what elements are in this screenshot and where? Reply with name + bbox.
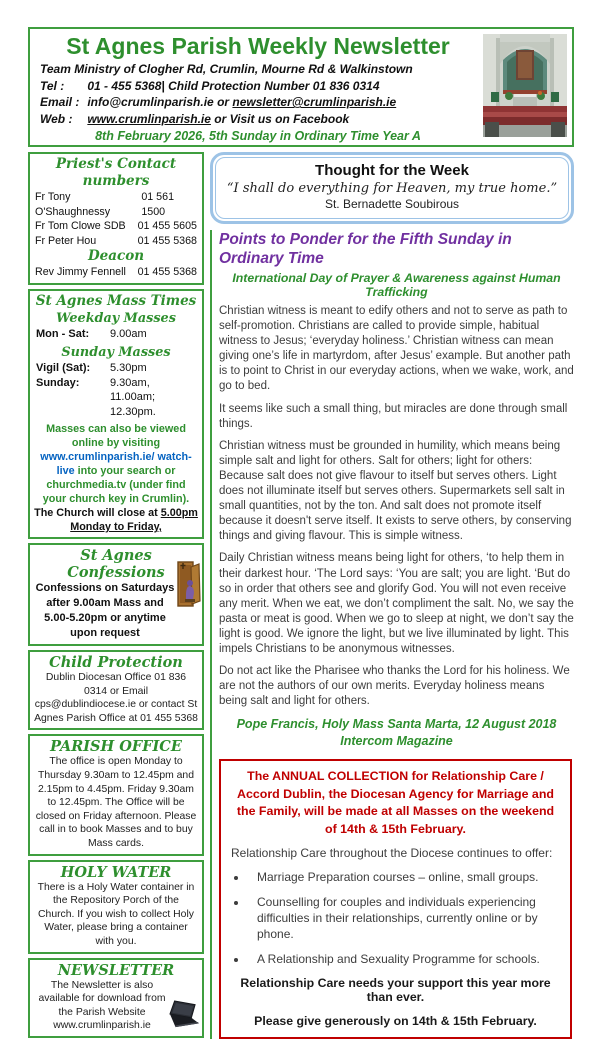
online-note-post: into your search or churchmedia.tv (under find your church key in Crumlin). <box>42 465 190 505</box>
laptop-icon <box>166 1000 200 1028</box>
close-note-times: 5.00pm Monday to Friday, <box>70 507 198 533</box>
close-note-pre: The Church will close at <box>34 507 161 519</box>
email-line <box>40 94 476 111</box>
priest-row <box>34 234 198 249</box>
tel-line <box>40 78 476 95</box>
newsletter-text: The Newsletter is also available for download from the Parish Website www.crumlinparish.ie <box>38 979 166 1032</box>
priest-phone: 01 455 5368 <box>137 234 197 247</box>
confessional-icon <box>177 561 201 607</box>
mass-times-heading: St Agnes Mass Times <box>35 292 197 309</box>
give-generously-line: Please give generously on 14th & 15th February. <box>254 1014 537 1029</box>
content-columns <box>28 152 574 1042</box>
mass-times-box <box>28 289 204 540</box>
deacon-phone: 01 455 5368 <box>137 266 197 278</box>
ponder-paragraph: Christian witness must be grounded in humility, which means being simple salt and light for others. Salt for others; light for others: Because salt does not give flavour to itself but serves others. Light does not illuminate itself but serves others. Supermarkets sell salt in small quantities, not by the ton. And salt does not promote itself because it doesn't serve itself. It exists to serve others, by conserving things and giving flavour. This is simple witness. <box>219 439 572 543</box>
parish-office-text: The office is open Monday to Thursday 9.30am to 12.45pm and 2.15pm to 4.45pm. Friday 9.30am to 12.45pm. The Office will be closed on Friday afternoon. Please call in to book Masses and to buy Mass cards. <box>35 756 197 849</box>
parish-office-heading: PARISH OFFICE <box>50 738 182 756</box>
ponder-paragraph: It seems like such a small thing, but miracles are done through small things. <box>219 402 568 430</box>
ponder-subheading: International Day of Prayer & Awareness against Human Trafficking <box>232 271 561 299</box>
web-line <box>40 111 476 128</box>
tel-value: 01 - 455 5368| Child Protection Number 01 836 0314 <box>87 78 380 93</box>
header <box>28 27 574 147</box>
collection-intro: Relationship Care throughout the Diocese continues to offer: <box>231 846 553 861</box>
collection-announcement: The ANNUAL COLLECTION for Relationship Care / Accord Dublin, the Diocesan Agency for Marriage and the Family, will be made at all Masses on the weekend of 14th & 15th February. <box>236 769 555 836</box>
confessions-heading: St Agnes Confessions <box>67 547 165 581</box>
weekday-value: 9.00am <box>110 327 147 340</box>
weekday-mass-row <box>34 327 198 342</box>
newsletter-email-link[interactable]: newsletter@crumlinparish.ie <box>232 95 397 109</box>
sunday-masses-heading: Sunday Masses <box>61 345 171 360</box>
attribution <box>219 716 574 750</box>
vigil-value: 5.30pm <box>110 362 147 374</box>
thought-inner <box>215 157 569 219</box>
email-address: info@crumlinparish.ie or <box>87 95 230 109</box>
priest-name: Fr Tom Clowe SDB <box>35 220 126 232</box>
ponder-paragraph: Christian witness is meant to edify others and not to serve as path to self-promotion. Christians are called to provide simple, habitual witness to Jesus; ‘everyday holiness.’ Christian witness can mean giving one’s life in martyrdom, after Jesus’ example. But another path is to point to Christ in our everyday actions, when we wake, work, and go to bed. <box>219 305 574 393</box>
services-list <box>231 869 560 967</box>
online-note-pre: Masses can also be viewed online by visiting <box>46 423 186 449</box>
sunday-value: 9.30am, 11.00am; 12.30pm. <box>110 376 156 418</box>
main-column <box>210 152 574 1039</box>
priests-contact-box <box>28 152 204 285</box>
online-masses-note <box>34 422 198 506</box>
holy-water-heading: HOLY WATER <box>60 863 172 881</box>
newsletter-box <box>28 958 204 1038</box>
sunday-mass-row <box>34 376 198 420</box>
holy-water-text: There is a Holy Water container in the Repository Porch of the Church. If you wish to collect Holy Water, please bring a container with you. <box>37 881 195 947</box>
deacon-name: Rev Jimmy Fennell <box>35 266 126 278</box>
attribution-source: Pope Francis, Holy Mass Santa Marta, 12 August 2018 <box>236 717 557 732</box>
weekday-label: Mon - Sat: <box>36 327 90 340</box>
sidebar <box>28 152 204 1042</box>
page-title: St Agnes Parish Weekly Newsletter <box>66 33 450 59</box>
date-line: 8th February 2026, 5th Sunday in Ordinary Time Year A <box>95 129 421 143</box>
thought-for-week-box <box>210 152 574 224</box>
priest-phone: 01 455 5605 <box>137 220 197 232</box>
newsletter-heading: NEWSLETTER <box>57 961 175 979</box>
sunday-label: Sunday: <box>36 376 80 389</box>
church-close-note <box>34 506 198 534</box>
support-line: Relationship Care needs your support this year more than ever. <box>240 976 551 1005</box>
tel-label: Tel : <box>40 78 65 93</box>
ponder-heading: Points to Ponder for the Fifth Sunday in Ordinary Time <box>219 231 512 267</box>
service-item: • Marriage Preparation courses – online, small groups. <box>248 869 560 885</box>
service-item: • Counselling for couples and individuals experiencing difficulties in their relationships, currently online or by phone. <box>248 894 560 942</box>
priest-row <box>34 219 198 234</box>
ponder-paragraph: Daily Christian witness means being light for others, ‘to help them in their darkest hour. ‘The Lord says: ‘You are salt; you are light. ‘But do so in order that others see and glorify God. You will not even receive any merit. When we eat, we don’t compliment the salt. No, we say the pasta or meat is good. When we go to sleep at night, we don’t say the light is good. We ignore the light, but we live illuminated by light. This impels Christians to be anonymous witnesses. <box>219 552 574 655</box>
child-protection-text: Dublin Diocesan Office 01 836 0314 or Email cps@dublindiocese.ie or contact St Agnes Parish Office at 01 455 5368 <box>34 672 198 724</box>
vigil-label: Vigil (Sat): <box>36 362 91 374</box>
thought-quote: “I shall do everything for Heaven, my true home.” <box>226 181 558 196</box>
deacon-heading: Deacon <box>87 248 145 264</box>
annual-collection-box <box>219 759 572 1039</box>
web-label: Web : <box>40 111 73 126</box>
priest-name: Fr Tony O'Shaughnessy <box>35 191 111 218</box>
thought-heading: Thought for the Week <box>315 162 469 179</box>
holy-water-box <box>28 860 204 954</box>
web-suffix: or Visit us on Facebook <box>214 111 350 126</box>
church-photo <box>483 34 567 137</box>
ponder-section <box>210 230 574 1039</box>
priest-phone: 01 561 1500 <box>141 191 175 218</box>
priest-row <box>34 190 198 219</box>
attribution-magazine: Intercom Magazine <box>340 734 453 749</box>
weekday-masses-heading: Weekday Masses <box>56 310 176 326</box>
watch-live-link[interactable]: www.crumlinparish.ie/ watch-live <box>40 451 192 477</box>
team-ministry-line: Team Ministry of Clogher Rd, Crumlin, Mourne Rd & Walkinstown <box>40 62 413 76</box>
ponder-paragraph: Do not act like the Pharisee who thanks the Lord for his holiness. We are not the authors of our own merits. Everyday holiness means being salt and light for others. <box>219 665 570 708</box>
priests-heading: Priest's Contact numbers <box>55 156 177 189</box>
priest-name: Fr Peter Hou <box>35 234 97 247</box>
email-label: Email : <box>40 95 80 109</box>
confessions-text: Confessions on Saturdays after 9.00am Mass and 5.00-5.20pm or anytime upon request <box>35 582 175 639</box>
vigil-mass-row <box>34 361 198 376</box>
confessions-box <box>28 543 204 646</box>
child-protection-box <box>28 650 204 730</box>
thought-author: St. Bernadette Soubirous <box>324 197 460 211</box>
service-item: • A Relationship and Sexuality Programme for schools. <box>248 951 560 967</box>
child-protection-heading: Child Protection <box>49 654 183 671</box>
parish-office-box <box>28 734 204 855</box>
website-link[interactable]: www.crumlinparish.ie <box>87 111 211 126</box>
deacon-row <box>34 265 198 280</box>
